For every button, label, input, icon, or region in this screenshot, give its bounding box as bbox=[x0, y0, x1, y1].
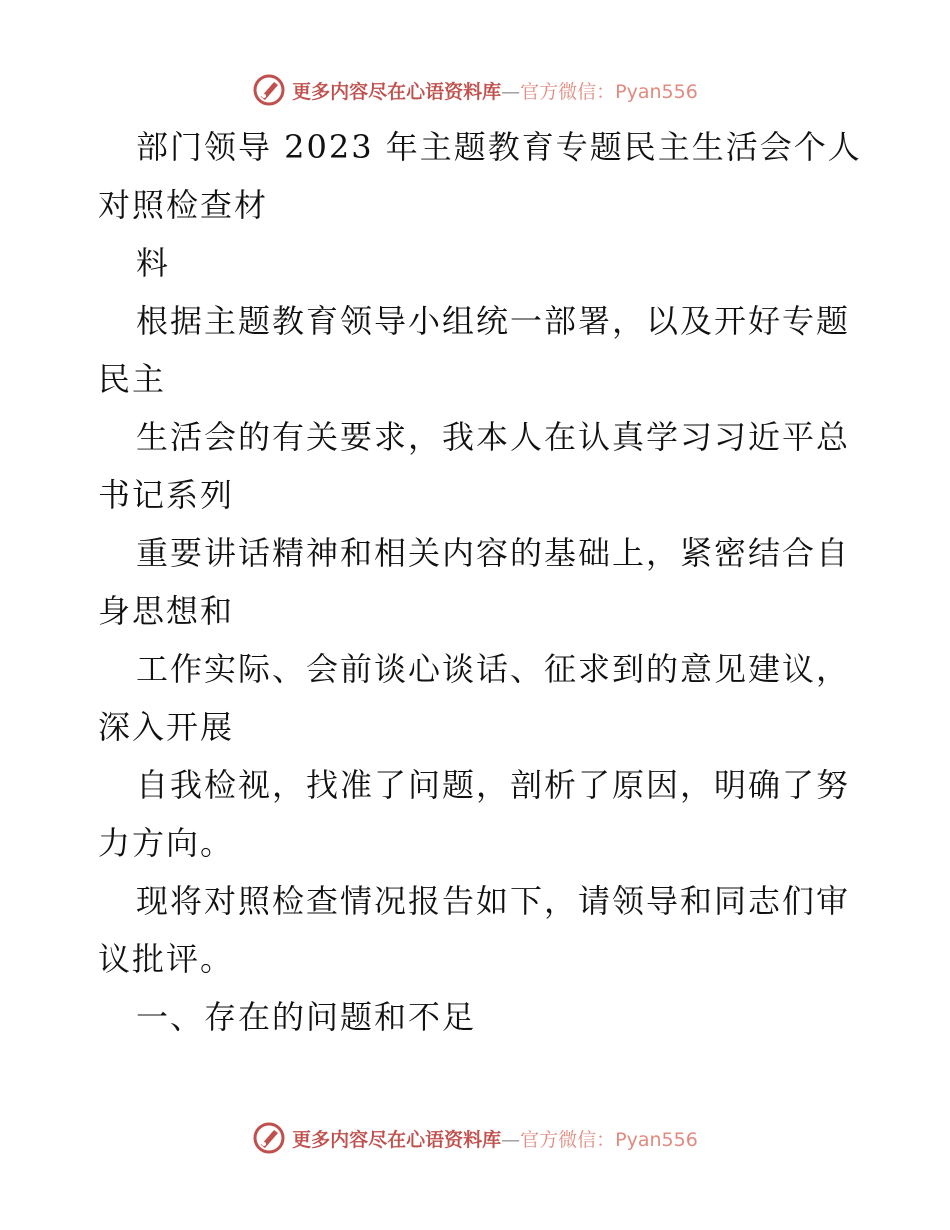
pen-logo-icon bbox=[252, 1121, 286, 1155]
banner-text bbox=[292, 77, 698, 104]
banner-text bbox=[292, 1125, 698, 1152]
paragraph-line: 生活会的有关要求，我本人在认真学习习近平总 bbox=[136, 418, 851, 456]
document-title-line-3: 料 bbox=[136, 244, 171, 282]
document-title-line-1: 部门领导 2023 年主题教育专题民主生活会个人 bbox=[136, 128, 862, 166]
banner-wechat-text: 官方微信：Pyan556 bbox=[520, 80, 698, 103]
paragraph-line: 身思想和 bbox=[98, 592, 235, 630]
footer-banner bbox=[0, 1118, 950, 1158]
banner-main-text: 更多内容尽在心语资料库 bbox=[292, 80, 502, 103]
banner-separator: — bbox=[501, 80, 521, 103]
paragraph-line: 议批评。 bbox=[98, 940, 235, 978]
pen-logo-icon bbox=[252, 73, 286, 107]
paragraph-line: 书记系列 bbox=[98, 476, 235, 514]
banner-wechat-text: 官方微信：Pyan556 bbox=[520, 1128, 698, 1151]
header-banner bbox=[0, 70, 950, 110]
section-heading: 一、存在的问题和不足 bbox=[136, 998, 477, 1036]
paragraph-line: 根据主题教育领导小组统一部署，以及开好专题 bbox=[136, 302, 851, 340]
paragraph-line: 工作实际、会前谈心谈话、征求到的意见建议， bbox=[136, 650, 851, 688]
paragraph-line: 重要讲话精神和相关内容的基础上，紧密结合自 bbox=[136, 534, 851, 572]
paragraph-line: 自我检视，找准了问题，剖析了原因，明确了努 bbox=[136, 766, 851, 804]
banner-separator: — bbox=[501, 1128, 521, 1151]
document-body bbox=[98, 118, 862, 1046]
document-title-line-2: 对照检查材 bbox=[98, 186, 269, 224]
paragraph-line: 现将对照检查情况报告如下，请领导和同志们审 bbox=[136, 882, 851, 920]
paragraph-line: 深入开展 bbox=[98, 708, 235, 746]
banner-main-text: 更多内容尽在心语资料库 bbox=[292, 1128, 502, 1151]
paragraph-line: 民主 bbox=[98, 360, 167, 398]
paragraph-line: 力方向。 bbox=[98, 824, 235, 862]
